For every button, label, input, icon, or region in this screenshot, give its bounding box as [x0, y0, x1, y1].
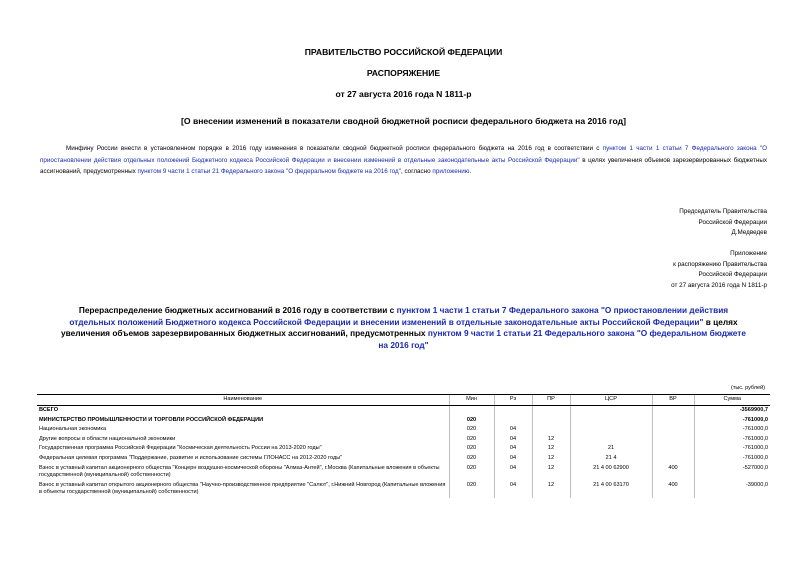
appendix-label: Приложение	[730, 250, 767, 257]
cell-vr	[652, 406, 694, 416]
table-row	[37, 481, 770, 498]
law-link-article7[interactable]: пунктом 1 части 1 статьи 7 Федерального закона "О приостановлении действия отдельных положений Бюджетного кодекса Российской Федерации и внесении изменений в отдельные законодательные акты Российской Федерации"	[40, 145, 767, 164]
cell-min: 020	[449, 444, 494, 454]
col-header-rz: Рз	[494, 395, 532, 406]
cell-vr	[652, 435, 694, 445]
annex-law-link-article7[interactable]: пунктом 1 части 1 статьи 7 Федерального закона "О приостановлении действия отдельных положений Бюджетного кодекса Российской Федерации и внесении изменений в отдельные законодательные акты Российской Федерации"	[69, 305, 729, 327]
cell-csr: 21 4	[570, 454, 652, 464]
cell-csr: 21	[570, 444, 652, 454]
paragraph-text: .	[469, 168, 472, 175]
cell-rz: 04	[494, 481, 532, 498]
annex-title-text: Перераспределение бюджетных ассигнований в 2016 году в соответствии с	[78, 305, 397, 315]
cell-name: Взнос в уставный капитал открытого акционерного общества "Научно-производственное предприятие "Салют", г.Нижний Новгород (Капитальные вложения в объекты государственной (муниципальной) собственности)	[39, 481, 446, 496]
appendix-block	[671, 249, 767, 291]
cell-sum: -3569900,7	[694, 406, 770, 416]
budget-table	[37, 394, 770, 498]
signature-country: Российской Федерации	[698, 218, 767, 226]
cell-sum: -39000,0	[694, 481, 770, 498]
cell-name: Взнос в уставный капитал акционерного общества "Концерн воздушно-космической обороны "Алмаз-Антей", г.Москва (Капитальные вложения в объекты государственной (муниципальной) собственности)	[39, 464, 440, 479]
appendix-date: от 27 августа 2016 года N 1811-р	[671, 281, 767, 289]
doc-type: РАСПОРЯЖЕНИЕ	[366, 68, 441, 78]
cell-vr: 400	[652, 464, 694, 481]
cell-rz: 04	[494, 435, 532, 445]
table-row	[37, 425, 770, 435]
cell-rz: 04	[494, 425, 532, 435]
doc-date-number: от 27 августа 2016 года N 1811-р	[335, 89, 472, 99]
cell-pr	[532, 416, 570, 426]
col-header-vr: ВР	[652, 395, 694, 406]
annex-title-text: в целях увеличения объемов зарезервированных бюджетных ассигнований, предусмотренных	[61, 316, 738, 339]
cell-sum: -761000,0	[694, 416, 770, 426]
cell-csr	[570, 435, 652, 445]
cell-csr	[570, 416, 652, 426]
cell-name: Национальная экономика	[39, 426, 107, 433]
cell-vr	[652, 444, 694, 454]
table-row	[37, 416, 770, 426]
table-row	[37, 454, 770, 464]
cell-name: МИНИСТЕРСТВО ПРОМЫШЛЕННОСТИ И ТОРГОВЛИ РОССИЙСКОЙ ФЕДЕРАЦИИ	[39, 416, 264, 423]
appendix-ref: к распоряжению Правительства	[673, 260, 767, 268]
paragraph-text: , согласно	[400, 168, 433, 175]
signature-position: Председатель Правительства	[679, 208, 767, 215]
paragraph-text: в целях увеличения объемов зарезервированных бюджетных ассигнований, предусмотренных	[40, 156, 768, 175]
table-row	[37, 406, 770, 416]
col-header-name: Наименование	[37, 395, 449, 406]
cell-min: 020	[449, 464, 494, 481]
cell-rz: 04	[494, 444, 532, 454]
cell-pr: 12	[532, 464, 570, 481]
cell-pr: 12	[532, 444, 570, 454]
government-title: ПРАВИТЕЛЬСТВО РОССИЙСКОЙ ФЕДЕРАЦИИ	[304, 47, 503, 57]
cell-name: ВСЕГО	[39, 407, 59, 413]
law-link-article21[interactable]: пунктом 9 части 1 статьи 21 Федерального закона "О федеральном бюджете на 2016 год"	[137, 168, 401, 175]
signature-name: Д.Медведев	[731, 229, 767, 237]
paragraph-text: Минфину России внести в установленном порядке в 2016 году изменения в показатели сводной бюджетной росписи федерального бюджета на 2016 год в соответствии с	[66, 145, 603, 152]
cell-rz	[494, 406, 532, 416]
col-header-sum: Сумма	[694, 395, 770, 406]
cell-csr	[570, 406, 652, 416]
cell-sum: -761000,0	[694, 425, 770, 435]
units-label: (тыс. рублей)	[731, 385, 765, 391]
cell-sum: -527000,0	[694, 464, 770, 481]
table-row	[37, 444, 770, 454]
cell-rz	[494, 416, 532, 426]
cell-rz: 04	[494, 464, 532, 481]
cell-pr	[532, 406, 570, 416]
cell-csr: 21 4 00 63170	[570, 481, 652, 498]
cell-vr	[652, 454, 694, 464]
cell-min	[449, 406, 494, 416]
col-header-csr: ЦСР	[570, 395, 652, 406]
table-header-row	[37, 395, 770, 406]
cell-pr: 12	[532, 454, 570, 464]
cell-csr: 21 4 00 62900	[570, 464, 652, 481]
cell-min: 020	[449, 416, 494, 426]
cell-csr	[570, 425, 652, 435]
table-row	[37, 435, 770, 445]
cell-vr: 400	[652, 481, 694, 498]
cell-min: 020	[449, 454, 494, 464]
doc-subject: [О внесении изменений в показатели сводной бюджетной росписи федерального бюджета на 2016 год]	[181, 116, 626, 126]
col-header-min: Мин	[449, 395, 494, 406]
cell-vr	[652, 416, 694, 426]
cell-sum: -761000,0	[694, 444, 770, 454]
appendix-link[interactable]: приложению	[432, 168, 470, 175]
cell-name: Федеральная целевая программа "Поддержание, развитие и использование системы ГЛОНАСС на 2012-2020 годы"	[39, 454, 343, 461]
cell-pr: 12	[532, 435, 570, 445]
cell-name: Другие вопросы в области национальной экономики	[39, 435, 176, 442]
col-header-pr: ПР	[532, 395, 570, 406]
cell-name: Государственная программа Российской Федерации "Космическая деятельность России на 2013-2020 годы"	[39, 445, 322, 452]
cell-pr: 12	[532, 481, 570, 498]
cell-min: 020	[449, 481, 494, 498]
signature-block	[679, 207, 767, 239]
cell-rz: 04	[494, 454, 532, 464]
table-row	[37, 464, 770, 481]
annex-title	[60, 305, 747, 351]
annex-law-link-article21[interactable]: пунктом 9 части 1 статьи 21 Федерального закона "О федеральном бюджете на 2016 год"	[378, 328, 746, 350]
cell-min: 020	[449, 435, 494, 445]
cell-sum: -761000,0	[694, 454, 770, 464]
order-paragraph	[40, 143, 767, 178]
appendix-country: Российской Федерации	[698, 271, 767, 279]
cell-vr	[652, 425, 694, 435]
cell-min: 020	[449, 425, 494, 435]
cell-sum: -761000,0	[694, 435, 770, 445]
cell-pr	[532, 425, 570, 435]
